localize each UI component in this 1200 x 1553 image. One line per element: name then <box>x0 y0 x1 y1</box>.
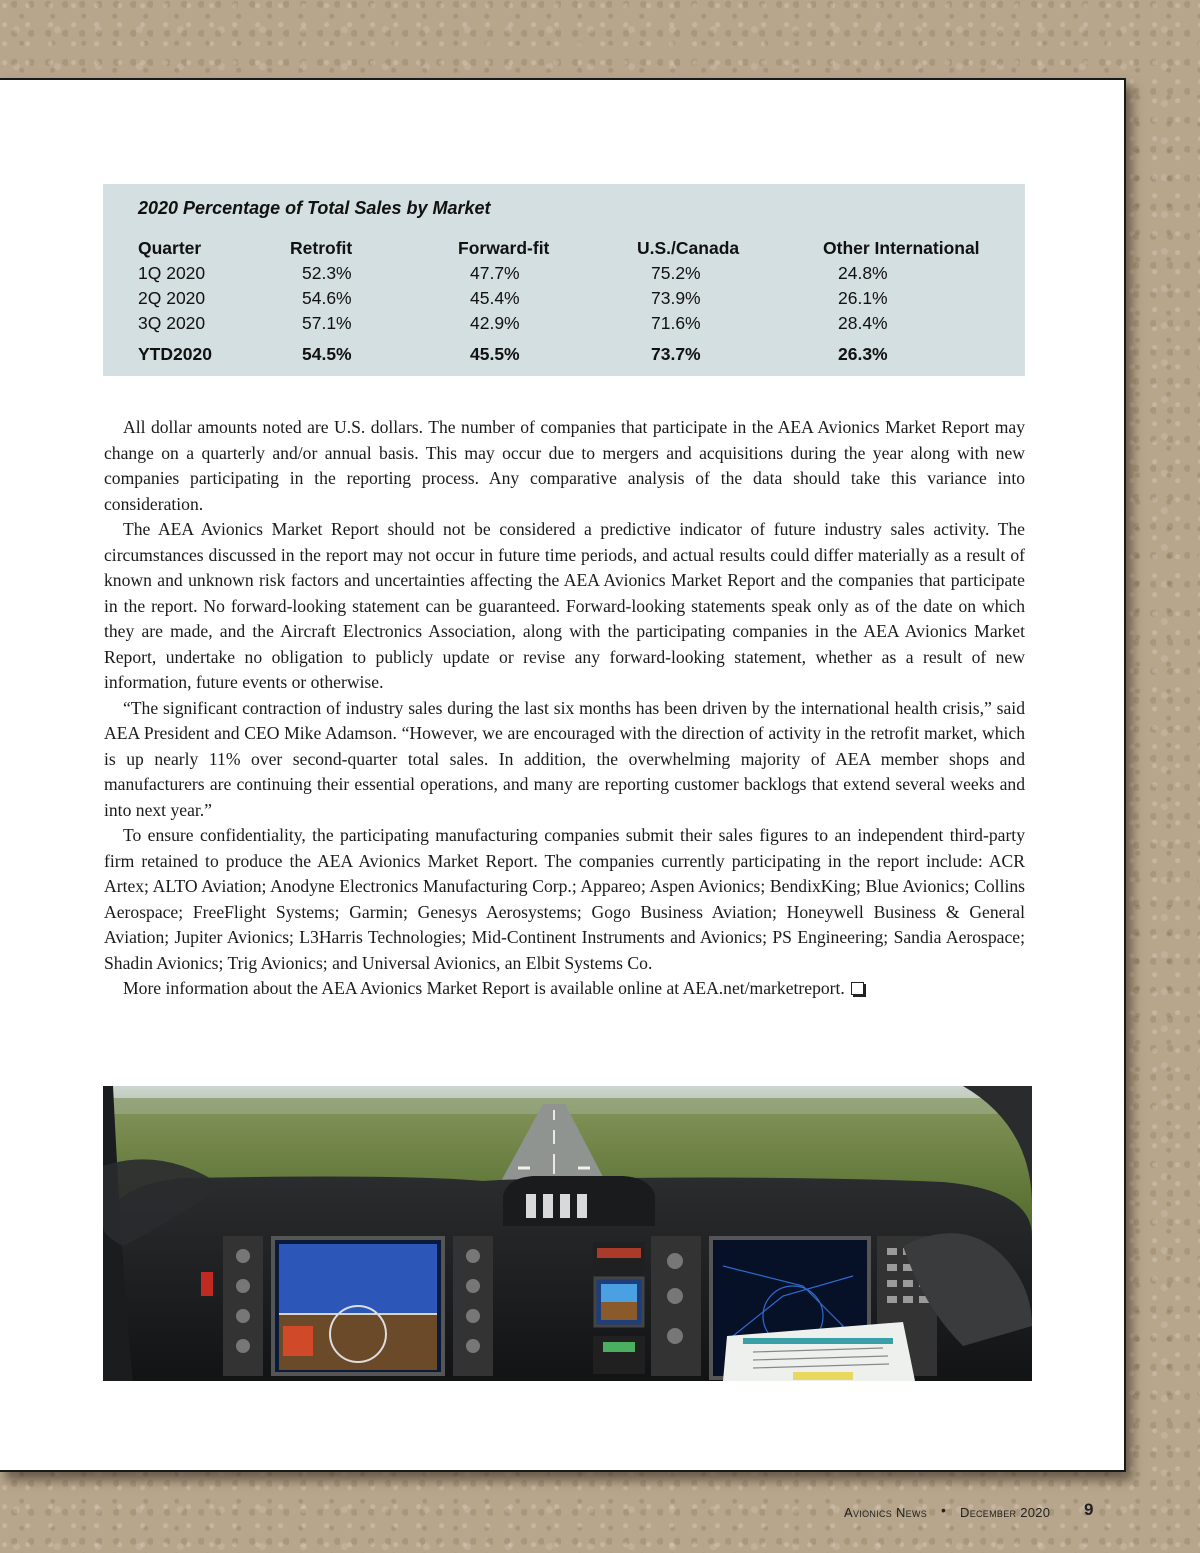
sales-by-market-table <box>103 184 1025 376</box>
cell-quarter: YTD2020 <box>138 344 212 364</box>
paragraph: To ensure confidentiality, the participating manufacturing companies submit their sales figures to an independent third-party firm retained to produce the AEA Avionics Market Report. The companies currently participating in the report include: ACR Artex; ALTO Aviation; Anodyne Electronics Manufacturing Corp.; Appareo; Aspen Avionics; BendixKing; Blue Avionics; Collins Aerospace; FreeFlight Systems; Garmin; Genesys Aerosystems; Gogo Business Aviation; Honeywell Business & General Aviation; Jupiter Avionics; L3Harris Technologies; Mid-Continent Instruments and Avionics; PS Engineering; Sandia Aerospace; Shadin Avionics; Trig Avionics; and Universal Avionics, an Elbit Systems Co. <box>104 825 1025 973</box>
page-sheet <box>0 78 1126 1472</box>
cell-forward-fit: 45.4% <box>470 288 520 308</box>
footer-issue-date: December 2020 <box>960 1505 1051 1520</box>
table-row <box>103 288 1025 312</box>
closing-text: More information about the AEA Avionics Market Report is available online at AEA.net/marketreport. <box>123 978 845 998</box>
cell-quarter: 2Q 2020 <box>138 288 206 308</box>
paragraph: The AEA Avionics Market Report should not be considered a predictive indicator of future industry sales activity. The circumstances discussed in the report may not occur in future time periods, and actual results could differ materially as a result of known and unknown risk factors and uncertainties affecting the AEA Avionics Market Report and the companies that participate in the report. No forward-looking statement can be guaranteed. Forward-looking statements speak only as of the date on which they are made, and the Aircraft Electronics Association, along with the participating companies in the AEA Avionics Market Report, undertake no obligation to publicly update or revise any forward-looking statement, whether as a result of new information, future events or otherwise. <box>104 519 1025 692</box>
footer-bullet: • <box>941 1502 946 1518</box>
table-total-row <box>103 344 1025 368</box>
article-body <box>104 415 1025 1002</box>
cell-quarter: 1Q 2020 <box>138 263 206 283</box>
cell-other-international: 28.4% <box>838 313 888 333</box>
header-quarter: Quarter <box>138 238 202 258</box>
paragraph: All dollar amounts noted are U.S. dollars. The number of companies that participate in the AEA Avionics Market Report may change on a quarterly and/or annual basis. This may occur due to mergers and acquisitions during the year along with new companies participating in the reporting process. Any comparative analysis of the data should take this variance into consideration. <box>104 417 1025 514</box>
cell-quarter: 3Q 2020 <box>138 313 206 333</box>
cockpit-photo <box>103 1086 1032 1381</box>
cell-retrofit: 52.3% <box>302 263 352 283</box>
cell-us-canada: 75.2% <box>651 263 701 283</box>
cell-forward-fit: 42.9% <box>470 313 520 333</box>
header-other-international: Other International <box>823 238 980 258</box>
table-title: 2020 Percentage of Total Sales by Market <box>138 198 491 218</box>
paragraph: “The significant contraction of industry sales during the last six months has been driven by the international health crisis,” said AEA President and CEO Mike Adamson. “However, we are encouraged with the direction of activity in the retrofit market, which is up nearly 11% over second-quarter total sales. In addition, the overwhelming majority of AEA member shops and manufacturers are continuing their essential operations, and many are reporting customer backlogs that extend several weeks and into next year.” <box>104 697 1025 820</box>
cell-other-international: 26.3% <box>838 344 888 364</box>
page-footer <box>844 1500 1164 1524</box>
table-row <box>103 313 1025 337</box>
cockpit-photo-illustration <box>103 1086 1032 1381</box>
cell-forward-fit: 45.5% <box>470 344 520 364</box>
cell-retrofit: 54.5% <box>302 344 352 364</box>
cell-other-international: 24.8% <box>838 263 888 283</box>
cell-other-international: 26.1% <box>838 288 888 308</box>
header-retrofit: Retrofit <box>290 238 353 258</box>
cell-us-canada: 73.9% <box>651 288 701 308</box>
page-number: 9 <box>1084 1500 1094 1519</box>
header-forward-fit: Forward-fit <box>458 238 550 258</box>
cell-retrofit: 54.6% <box>302 288 352 308</box>
table-header-row <box>103 238 1025 262</box>
table-row <box>103 263 1025 287</box>
header-us-canada: U.S./Canada <box>637 238 740 258</box>
cell-us-canada: 71.6% <box>651 313 701 333</box>
cell-us-canada: 73.7% <box>651 344 701 364</box>
end-mark-icon <box>851 982 864 995</box>
footer-magazine-name: Avionics News <box>844 1505 928 1520</box>
cell-retrofit: 57.1% <box>302 313 352 333</box>
closing-paragraph <box>104 976 1025 1002</box>
cell-forward-fit: 47.7% <box>470 263 520 283</box>
